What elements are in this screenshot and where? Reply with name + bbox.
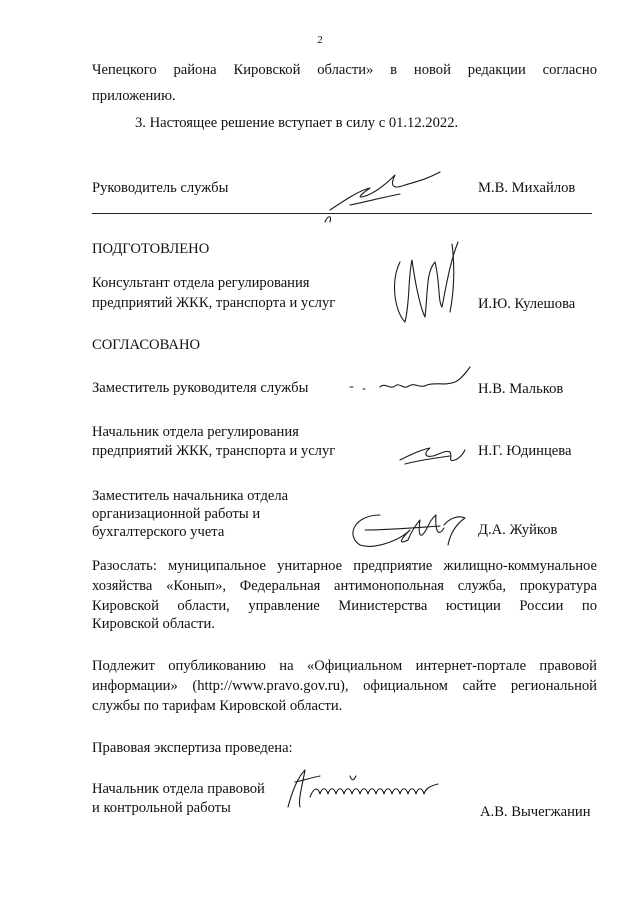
- head-title: Руководитель службы: [92, 180, 229, 196]
- legal-review-position-line-2: и контрольной работы: [92, 800, 231, 816]
- prepared-heading: ПОДГОТОВЛЕНО: [92, 241, 210, 257]
- intro-line-2: приложению.: [92, 88, 176, 104]
- prepared-position-line-2: предприятий ЖКК, транспорта и услуг: [92, 295, 336, 311]
- agreed-signer-3-position-line-3: бухгалтерского учета: [92, 524, 225, 540]
- publication-line-1: Подлежит опубликованию на «Официальном интернет-портале правовой: [92, 658, 597, 674]
- distribution-line-3: Кировской области, управление Министерства юстиции России по: [92, 598, 597, 614]
- agreed-signer-3-position-line-2: организационной работы и: [92, 506, 261, 522]
- publication-line-2: информации» (http://www.pravo.gov.ru), официальном сайте региональной: [92, 678, 597, 694]
- legal-review-name: А.В. Вычегжанин: [480, 804, 591, 820]
- prepared-position-line-1: Консультант отдела регулирования: [92, 275, 310, 291]
- legal-review-statement: Правовая экспертиза проведена:: [92, 740, 293, 756]
- item-3: 3. Настоящее решение вступает в силу с 01.12.2022.: [135, 115, 459, 131]
- page-number: 2: [317, 34, 323, 46]
- signature-yudintseva-icon: [395, 430, 470, 470]
- distribution-line-2: хозяйства «Конып», Федеральная антимонопольная служба, прокуратура: [92, 578, 597, 594]
- signature-vychegzhanin-icon: [280, 762, 455, 817]
- prepared-name: И.Ю. Кулешова: [478, 296, 576, 312]
- distribution-line-1: Разослать: муниципальное унитарное предприятие жилищно-коммунальное: [92, 558, 597, 574]
- signature-mikhailov-icon: [320, 160, 455, 230]
- signature-zhuykov-icon: [340, 500, 470, 555]
- agreed-signer-2-name: Н.Г. Юдинцева: [478, 443, 572, 459]
- agreed-signer-2-position-line-1: Начальник отдела регулирования: [92, 424, 299, 440]
- agreed-signer-1-position: Заместитель руководителя службы: [92, 380, 309, 396]
- publication-line-3: службы по тарифам Кировской области.: [92, 698, 343, 714]
- intro-line-1: Чепецкого района Кировской области» в новой редакции согласно: [92, 62, 597, 78]
- agreed-signer-3-position-line-1: Заместитель начальника отдела: [92, 488, 289, 504]
- agreed-heading: СОГЛАСОВАНО: [92, 337, 201, 353]
- agreed-signer-2-position-line-2: предприятий ЖКК, транспорта и услуг: [92, 443, 336, 459]
- distribution-line-4: Кировской области.: [92, 616, 215, 632]
- signature-malkov-icon: [345, 362, 475, 402]
- legal-review-position-line-1: Начальник отдела правовой: [92, 781, 265, 797]
- signature-divider: [92, 213, 592, 214]
- agreed-signer-1-name: Н.В. Мальков: [478, 381, 564, 397]
- head-name: М.В. Михайлов: [478, 180, 576, 196]
- agreed-signer-3-name: Д.А. Жуйков: [478, 522, 558, 538]
- signature-kuleshova-icon: [380, 232, 470, 332]
